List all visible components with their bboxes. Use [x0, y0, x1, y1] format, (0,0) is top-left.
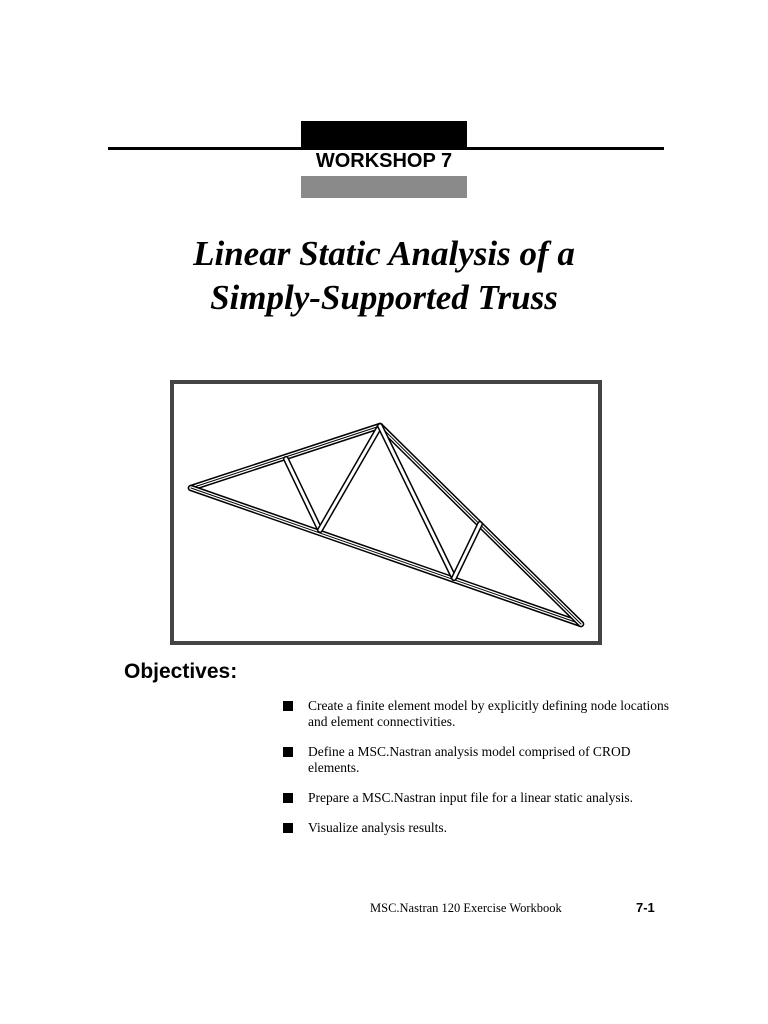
objective-item: [282, 744, 672, 776]
bullet-icon: [283, 823, 293, 833]
objective-text: Create a finite element model by explicitly defining node locations and element connectivities.: [308, 698, 670, 729]
workshop-label: WORKSHOP 7: [315, 150, 453, 172]
bullet-icon: [283, 747, 293, 757]
footer-book-title: MSC.Nastran 120 Exercise Workbook: [370, 901, 562, 915]
objectives-list: [282, 698, 672, 850]
header-grey-bar: [301, 176, 467, 198]
header-black-bar: [301, 121, 467, 148]
objective-text: Define a MSC.Nastran analysis model comprised of CROD elements.: [308, 744, 631, 775]
objective-item: [282, 698, 672, 730]
title-line-2: Simply-Supported Truss: [210, 278, 558, 317]
objective-item: [282, 790, 672, 806]
bottom-chord: [191, 488, 581, 624]
objective-item: [282, 820, 672, 836]
truss-diagram: [174, 384, 598, 641]
title-line-1: Linear Static Analysis of a: [193, 234, 575, 273]
bullet-icon: [283, 793, 293, 803]
objectives-heading: Objectives:: [124, 660, 238, 683]
bullet-icon: [283, 701, 293, 711]
objective-text: Prepare a MSC.Nastran input file for a linear static analysis.: [308, 790, 634, 805]
page-title: [0, 232, 768, 320]
truss-figure: [170, 380, 602, 645]
objective-text: Visualize analysis results.: [308, 820, 448, 835]
footer-page-number: 7-1: [636, 900, 655, 915]
